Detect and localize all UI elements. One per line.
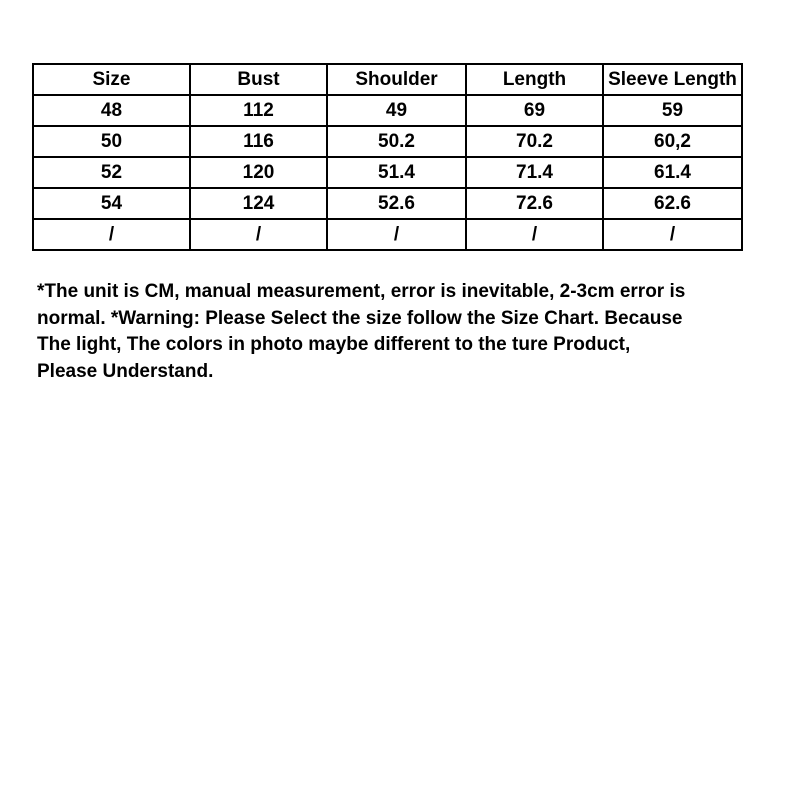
table-header-row: [33, 64, 742, 95]
note-line: *The unit is CM, manual measurement, error is inevitable, 2-3cm error is: [37, 281, 686, 302]
cell-length: 71.4: [466, 157, 603, 188]
cell-sleeve-length: 61.4: [603, 157, 742, 188]
header-length: Length: [466, 64, 603, 95]
cell-size: 50: [33, 126, 190, 157]
cell-length: 70.2: [466, 126, 603, 157]
table-row: [33, 126, 742, 157]
cell-size: /: [33, 219, 190, 250]
cell-sleeve-length: 62.6: [603, 188, 742, 219]
size-chart-table: [32, 63, 743, 251]
header-shoulder: Shoulder: [327, 64, 466, 95]
table-row: [33, 188, 742, 219]
cell-bust: 116: [190, 126, 327, 157]
cell-shoulder: 50.2: [327, 126, 466, 157]
cell-length: 69: [466, 95, 603, 126]
cell-length: 72.6: [466, 188, 603, 219]
cell-length: /: [466, 219, 603, 250]
cell-bust: /: [190, 219, 327, 250]
cell-sleeve-length: 60,2: [603, 126, 742, 157]
cell-size: 48: [33, 95, 190, 126]
note-line: Please Understand.: [37, 360, 214, 382]
table-row: [33, 95, 742, 126]
cell-shoulder: 49: [327, 95, 466, 126]
table-row: [33, 219, 742, 250]
cell-shoulder: 52.6: [327, 188, 466, 219]
header-size: Size: [33, 64, 190, 95]
cell-size: 54: [33, 188, 190, 219]
table-row: [33, 157, 742, 188]
header-bust: Bust: [190, 64, 327, 95]
cell-sleeve-length: 59: [603, 95, 742, 126]
measurement-note: [37, 279, 757, 385]
cell-sleeve-length: /: [603, 219, 742, 250]
note-line: The light, The colors in photo maybe different to the ture Product,: [37, 334, 631, 355]
cell-shoulder: 51.4: [327, 157, 466, 188]
cell-bust: 120: [190, 157, 327, 188]
cell-bust: 112: [190, 95, 327, 126]
note-line: normal. *Warning: Please Select the size follow the Size Chart. Because: [37, 307, 683, 329]
header-sleeve-length: Sleeve Length: [603, 64, 742, 95]
cell-shoulder: /: [327, 219, 466, 250]
cell-size: 52: [33, 157, 190, 188]
cell-bust: 124: [190, 188, 327, 219]
